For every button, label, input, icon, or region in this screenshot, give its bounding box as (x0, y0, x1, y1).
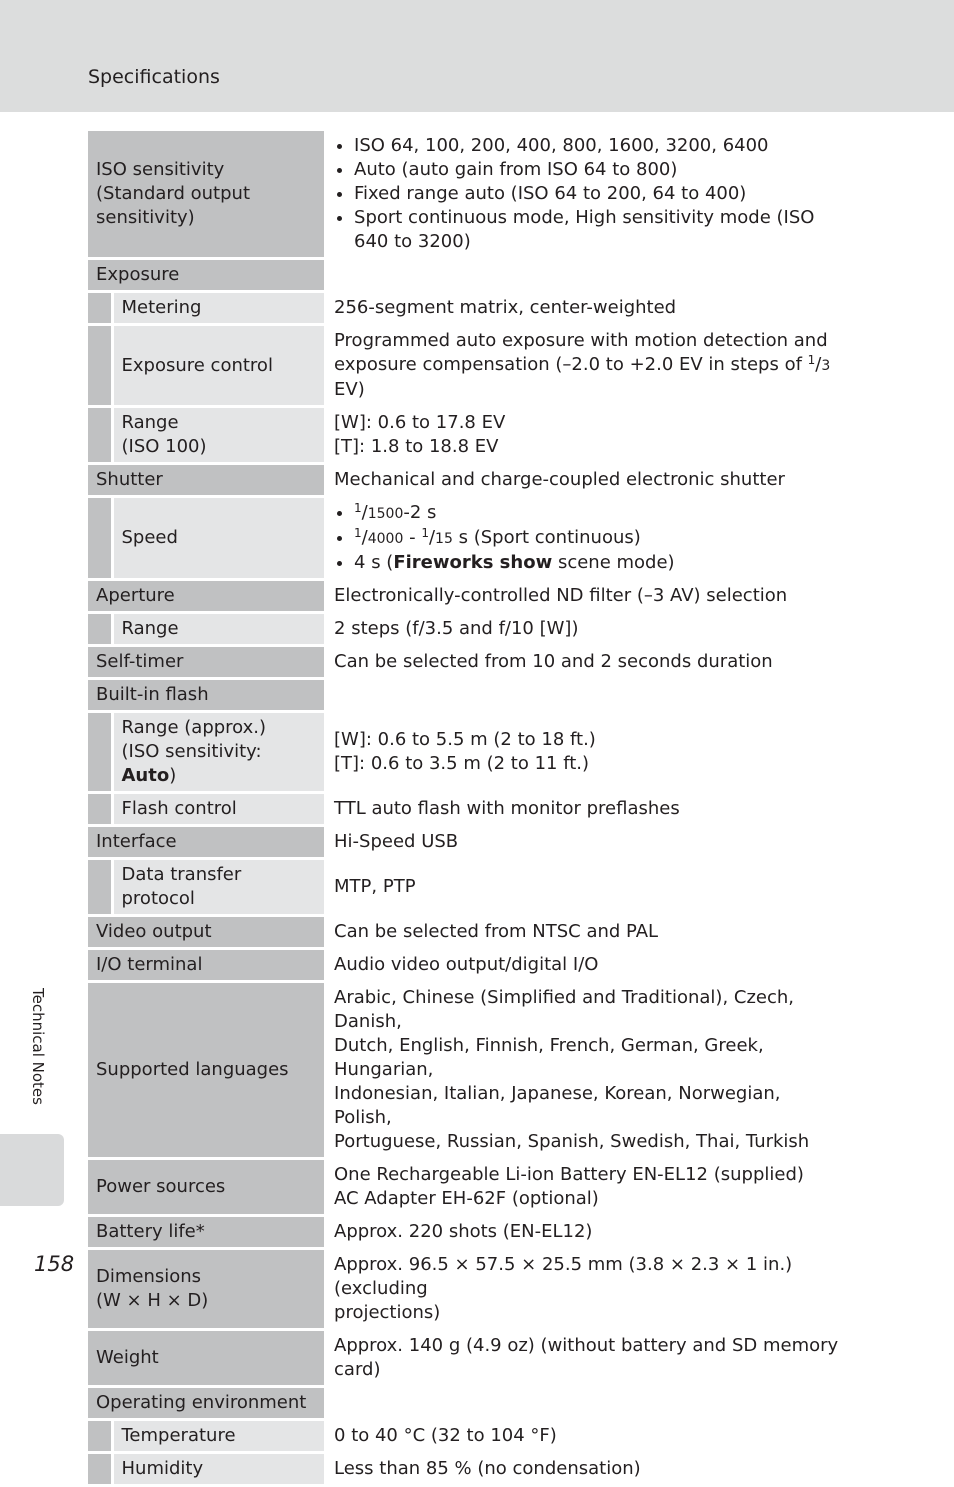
spec-label: Battery life* (88, 1216, 324, 1249)
spec-value: Hi-Speed USB (324, 826, 848, 859)
spec-row-aperture-range (88, 613, 848, 646)
spec-label: Power sources (88, 1159, 324, 1216)
list-item: • 4 s (Fireworks show scene mode) (354, 551, 842, 575)
spec-sublabel: Range (approx.) (ISO sensitivity: Auto) (112, 712, 324, 793)
spec-row-flash-control (88, 793, 848, 826)
spec-sublabel: Range (112, 613, 324, 646)
spec-sublabel: Data transfer protocol (112, 859, 324, 916)
spec-sublabel: Flash control (112, 793, 324, 826)
spec-row-flash (88, 679, 848, 712)
spec-row-video-output (88, 916, 848, 949)
group-rail (88, 325, 112, 407)
spec-row-range-ev (88, 407, 848, 464)
spec-row-languages (88, 982, 848, 1159)
group-rail (88, 793, 112, 826)
spec-value: Less than 85 % (no condensation) (324, 1453, 848, 1486)
spec-value: [W]: 0.6 to 17.8 EV [T]: 1.8 to 18.8 EV (324, 407, 848, 464)
spec-row-weight (88, 1330, 848, 1387)
spec-value: Can be selected from NTSC and PAL (324, 916, 848, 949)
list-item: • Sport continuous mode, High sensitivity mode (ISO 640 to 3200) (354, 206, 842, 254)
spec-value (324, 497, 848, 580)
spec-label: Interface (88, 826, 324, 859)
spec-label: Shutter (88, 464, 324, 497)
spec-row-speed (88, 497, 848, 580)
spec-row-self-timer (88, 646, 848, 679)
spec-value: MTP, PTP (324, 859, 848, 916)
spec-sublabel: Speed (112, 497, 324, 580)
spec-label: Self-timer (88, 646, 324, 679)
list-item: • ISO 64, 100, 200, 400, 800, 1600, 3200, 6400 (354, 134, 842, 158)
group-rail (88, 292, 112, 325)
list-item: • Auto (auto gain from ISO 64 to 800) (354, 158, 842, 182)
group-rail (88, 497, 112, 580)
spec-sublabel: Exposure control (112, 325, 324, 407)
group-rail (88, 1453, 112, 1486)
list-item: • Fixed range auto (ISO 64 to 200, 64 to 400) (354, 182, 842, 206)
spec-value: Can be selected from 10 and 2 seconds duration (324, 646, 848, 679)
spec-value: Approx. 140 g (4.9 oz) (without battery and SD memory card) (324, 1330, 848, 1387)
spec-label: Built-in flash (88, 679, 324, 712)
spec-row-interface (88, 826, 848, 859)
spec-label: Exposure (88, 259, 324, 292)
list-item: • $^1$/1500-2 s (354, 501, 842, 526)
spec-value: Mechanical and charge-coupled electronic shutter (324, 464, 848, 497)
header-band (0, 0, 954, 112)
spec-bullet-list (334, 134, 842, 254)
spec-value: 0 to 40 °C (32 to 104 °F) (324, 1420, 848, 1453)
spec-label: Video output (88, 916, 324, 949)
spec-row-temperature (88, 1420, 848, 1453)
spec-label: Aperture (88, 580, 324, 613)
section-label: Technical Notes (29, 988, 47, 1105)
spec-label: ISO sensitivity (Standard output sensitivity) (88, 131, 324, 259)
spec-row-data-transfer (88, 859, 848, 916)
page-header-title: Specifications (88, 66, 220, 88)
group-rail (88, 613, 112, 646)
page-number: 158 (34, 1252, 75, 1276)
spec-sublabel: Metering (112, 292, 324, 325)
list-item: • $^1$/4000 - $^1$/15 s (Sport continuous) (354, 526, 842, 551)
spec-value: [W]: 0.6 to 5.5 m (2 to 18 ft.) [T]: 0.6 to 3.5 m (2 to 11 ft.) (324, 712, 848, 793)
spec-row-io-terminal (88, 949, 848, 982)
spec-row-power (88, 1159, 848, 1216)
spec-row-aperture (88, 580, 848, 613)
spec-row-metering (88, 292, 848, 325)
group-rail (88, 859, 112, 916)
spec-sublabel: Range (ISO 100) (112, 407, 324, 464)
spec-label: Weight (88, 1330, 324, 1387)
spec-value: Electronically-controlled ND filter (–3 AV) selection (324, 580, 848, 613)
spec-label: Dimensions (W × H × D) (88, 1249, 324, 1330)
spec-label: Operating environment (88, 1387, 324, 1420)
spec-value: TTL auto flash with monitor preflashes (324, 793, 848, 826)
spec-row-flash-range (88, 712, 848, 793)
spec-label: I/O terminal (88, 949, 324, 982)
spec-row-operating (88, 1387, 848, 1420)
specifications-table (88, 131, 848, 1487)
spec-value: 256-segment matrix, center-weighted (324, 292, 848, 325)
spec-row-dimensions (88, 1249, 848, 1330)
spec-value: 2 steps (f/3.5 and f/10 [W]) (324, 613, 848, 646)
spec-row-humidity (88, 1453, 848, 1486)
section-tab (0, 1134, 64, 1206)
spec-row-shutter (88, 464, 848, 497)
group-rail (88, 1420, 112, 1453)
spec-value: Programmed auto exposure with motion detection and exposure compensation (–2.0 to +2.0 EV in steps of $^1$/3 EV) (324, 325, 848, 407)
spec-label: Supported languages (88, 982, 324, 1159)
spec-sublabel: Humidity (112, 1453, 324, 1486)
spec-value: Approx. 96.5 × 57.5 × 25.5 mm (3.8 × 2.3 × 1 in.) (excluding projections) (324, 1249, 848, 1330)
group-rail (88, 712, 112, 793)
spec-row-iso (88, 131, 848, 259)
spec-sublabel: Temperature (112, 1420, 324, 1453)
spec-bullet-list (334, 501, 842, 575)
spec-value: Arabic, Chinese (Simplified and Traditional), Czech, Danish, Dutch, English, Finnish, French, German, Greek, Hungarian, Indonesian, Italian, Japanese, Korean, Norwegian, Polish, Portuguese, Russian, Spanish, Swedish, Thai, Turkish (324, 982, 848, 1159)
spec-row-battery (88, 1216, 848, 1249)
spec-value: Audio video output/digital I/O (324, 949, 848, 982)
spec-row-exposure-control (88, 325, 848, 407)
spec-row-exposure (88, 259, 848, 292)
group-rail (88, 407, 112, 464)
spec-value: One Rechargeable Li-ion Battery EN-EL12 (supplied) AC Adapter EH-62F (optional) (324, 1159, 848, 1216)
spec-value (324, 131, 848, 259)
spec-value: Approx. 220 shots (EN-EL12) (324, 1216, 848, 1249)
